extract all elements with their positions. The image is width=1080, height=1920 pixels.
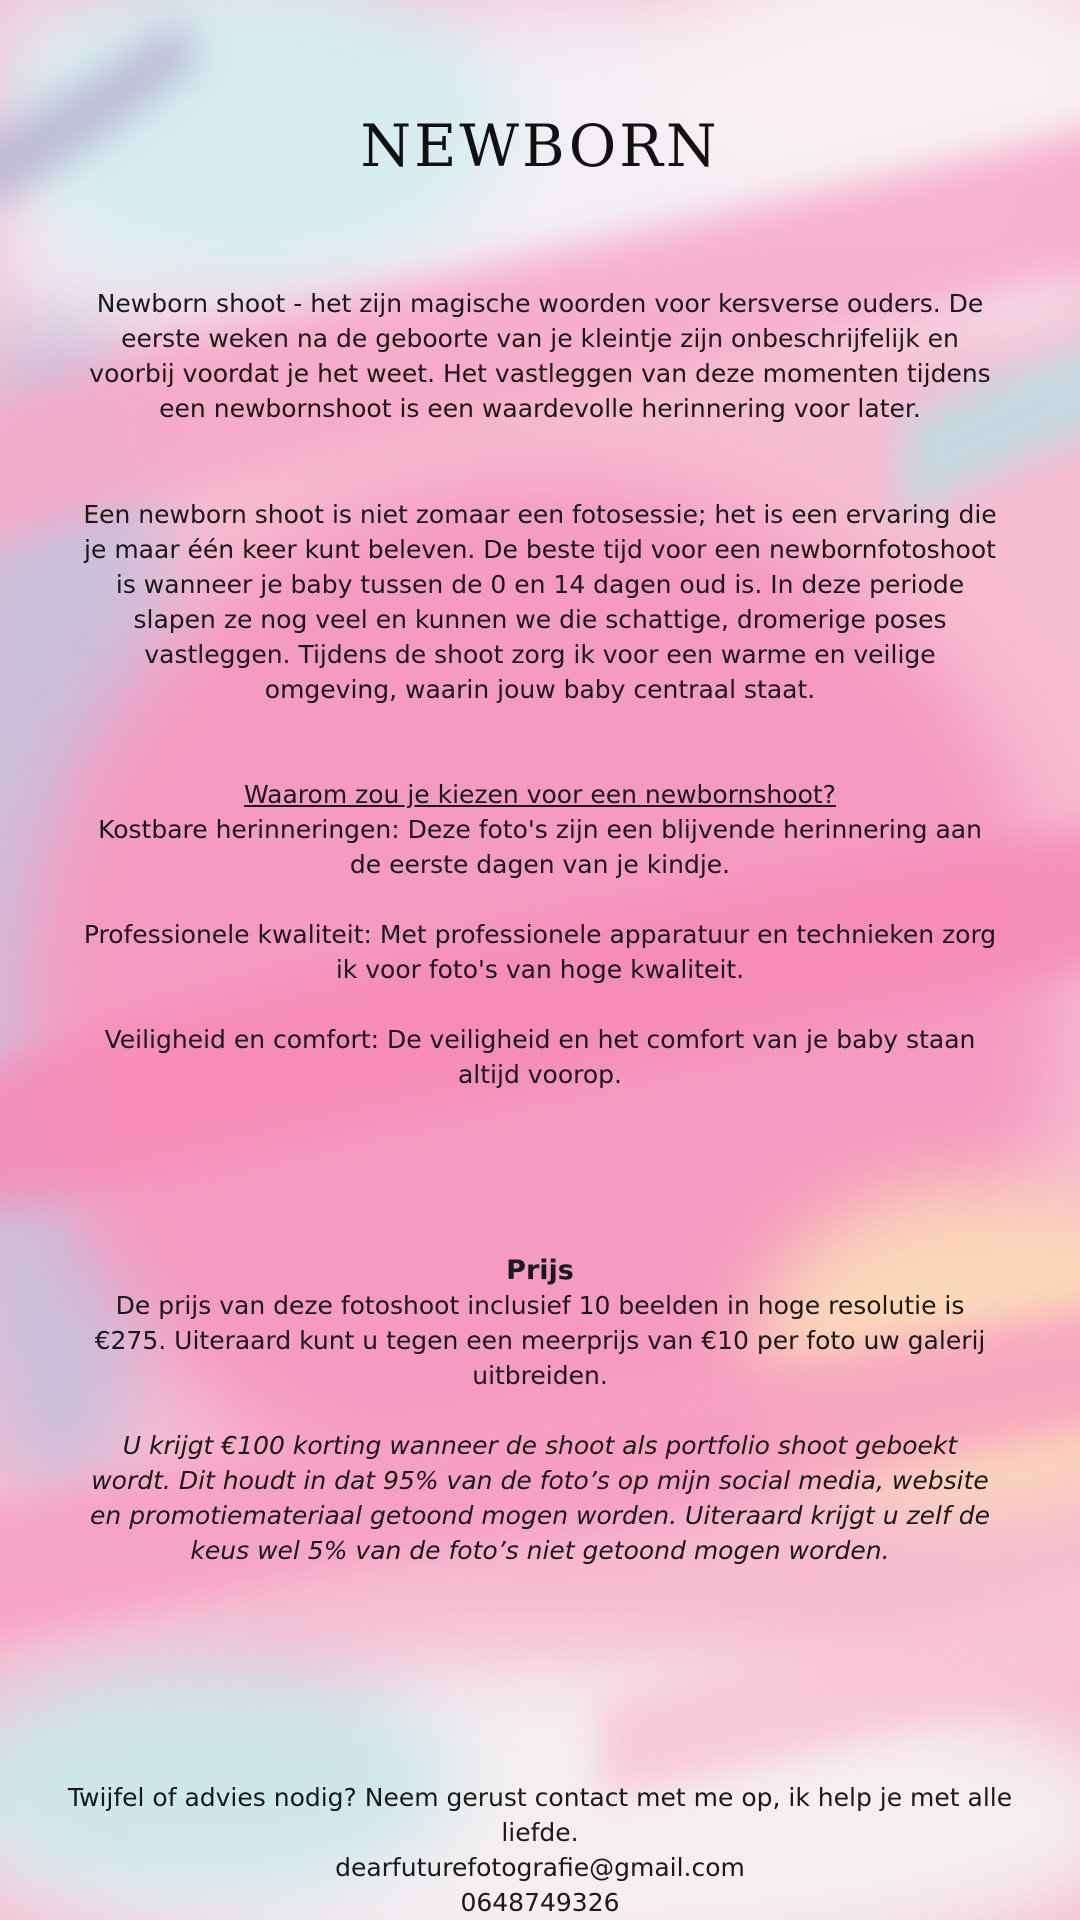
why-section [80, 777, 1000, 1092]
contact-line: Twijfel of advies nodig? Neem gerust contact met me op, ik help je met alle liefde. [67, 1783, 1013, 1847]
price-heading: Prijs [506, 1255, 574, 1286]
discount-note: U krijgt €100 korting wanneer de shoot als portfolio shoot geboekt wordt. Dit houdt in dat 95% van de foto’s op mijn social media, website en promotiemateriaal getoond mogen worden. Uiteraard krijgt u zelf de keus wel 5% van de foto’s niet getoond mogen worden. [90, 1431, 990, 1565]
page-title: NEWBORN [360, 112, 720, 180]
why-item-quality: Professionele kwaliteit: Met professionele apparatuur en technieken zorg ik voor foto's van hoge kwaliteit. [83, 920, 997, 984]
price-section [80, 1253, 1000, 1568]
contact-phone[interactable]: 0648749326 [460, 1888, 620, 1917]
price-text: De prijs van deze fotoshoot inclusief 10 beelden in hoge resolutie is €275. Uiteraard kunt u tegen een meerprijs van €10 per foto uw galerij uitbreiden. [94, 1291, 986, 1390]
contact-email[interactable]: dearfuturefotografie@gmail.com [335, 1853, 745, 1882]
why-item-safety: Veiligheid en comfort: De veiligheid en het comfort van je baby staan altijd voorop. [104, 1025, 976, 1089]
description-paragraph: Een newborn shoot is niet zomaar een fotosessie; het is een ervaring die je maar één keer kunt beleven. De beste tijd voor een newbornfotoshoot is wanneer je baby tussen de 0 en 14 dagen oud is. In deze periode slapen ze nog veel en kunnen we die schattige, dromerige poses vastleggen. Tijdens de shoot zorg ik voor een warme en veilige omgeving, waarin jouw baby centraal staat. [83, 500, 997, 704]
why-heading: Waarom zou je kiezen voor een newbornshoot? [244, 780, 836, 809]
why-item-memories: Kostbare herinneringen: Deze foto's zijn een blijvende herinnering aan de eerste dagen van je kindje. [98, 815, 982, 879]
intro-paragraph: Newborn shoot - het zijn magische woorden voor kersverse ouders. De eerste weken na de geboorte van je kleintje zijn onbeschrijfelijk en voorbij voordat je het weet. Het vastleggen van deze momenten tijdens een newbornshoot is een waardevolle herinnering voor later. [89, 289, 991, 423]
contact-section [40, 1780, 1040, 1920]
